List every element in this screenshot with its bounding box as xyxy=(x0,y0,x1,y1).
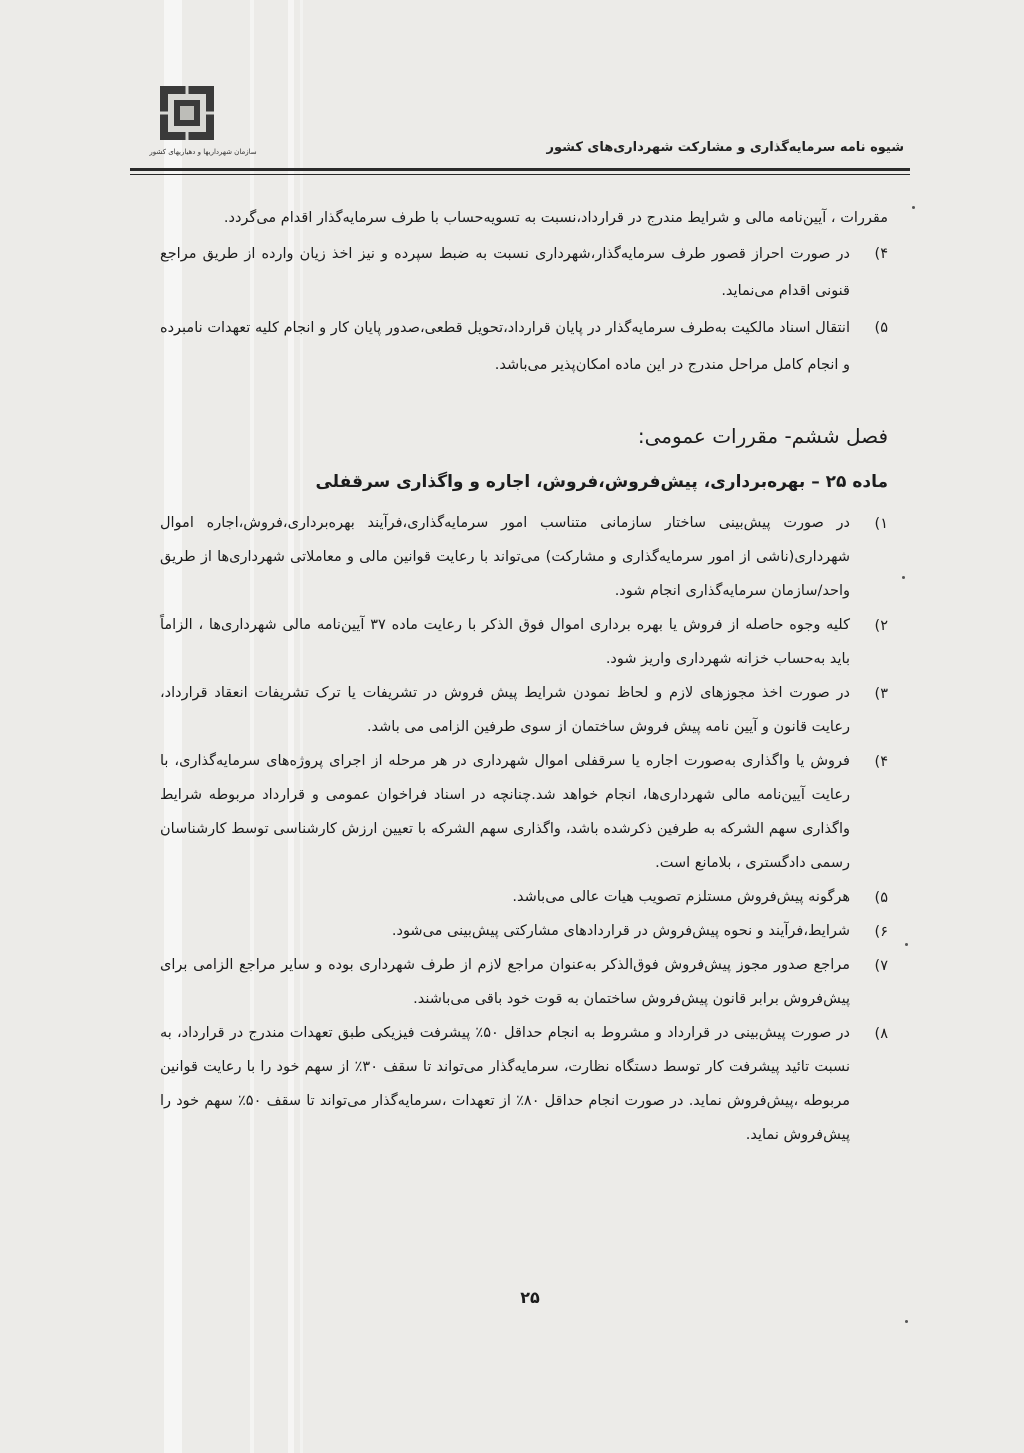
item-text: کلیه وجوه حاصله از فروش یا بهره برداری اموال فوق الذکر با رعایت ماده ۳۷ آیین‌نامه مالی شهرداری‌ها ، الزاماً باید به‌حساب خزانه شهرداری واریز شود. xyxy=(160,617,850,667)
item-number: ۳) xyxy=(874,686,888,702)
item-text: مراجع صدور مجوز پیش‌فروش فوق‌الذکر به‌عنوان مراجع لازم از طرف شهرداری بوده و سایر مراجع الزامی برای پیش‌فروش برابر قانون پیش‌فروش ساختمان به قوت خود باقی می‌باشند. xyxy=(160,957,850,1007)
header-rule-thin xyxy=(130,174,910,175)
scan-speck xyxy=(902,576,905,579)
article-item xyxy=(160,1016,888,1152)
item-text: در صورت پیش‌بینی در قرارداد و مشروط به انجام حداقل ۵۰٪ پیشرفت فیزیکی طبق تعهدات مندرج در قرارداد، به نسبت تائید پیشرفت کار توسط دستگاه نظارت، سرمایه‌گذار می‌تواند تا سقف ۳۰٪ از سهم خود را با رعایت قوانین مربوطه ،پیش‌فروش نماید. در صورت انجام حداقل ۸۰٪ از تعهدات ،سرمایه‌گذار می‌تواند تا سقف ۵۰٪ سهم خود را پیش‌فروش نماید. xyxy=(160,1025,850,1143)
item-number: ۶) xyxy=(874,924,888,940)
item-text: انتقال اسناد مالکیت به‌طرف سرمایه‌گذار در پایان قرارداد،تحویل قطعی،صدور پایان کار و انجام کلیه تعهدات نامبرده و انجام کامل مراحل مندرج در این ماده امکان‌پذیر می‌باشد. xyxy=(160,320,850,373)
item-number: ۴) xyxy=(874,754,888,770)
item-number: ۸) xyxy=(874,1026,888,1042)
header-title: شیوه نامه سرمایه‌گذاری و مشارکت شهرداری‌های کشور xyxy=(546,140,904,155)
chapter-heading: فصل ششم- مقررات عمومی: xyxy=(637,424,888,448)
intro-continuation: مقررات ، آیین‌نامه مالی و شرایط مندرج در قرارداد،نسبت به تسویه‌حساب با طرف سرمایه‌گذار اقدام می‌گردد. xyxy=(223,210,888,226)
article-item xyxy=(160,914,888,948)
article-item xyxy=(160,948,888,1016)
organization-seal-icon xyxy=(158,84,216,142)
item-number: ۱) xyxy=(874,516,888,532)
item-text: در صورت احراز قصور طرف سرمایه‌گذار،شهرداری نسبت به ضبط سپرده و نیز اخذ زیان وارده از طریق مراجع قنونی اقدام می‌نماید. xyxy=(160,246,850,299)
item-text: در صورت اخذ مجوزهای لازم و لحاظ نمودن شرایط پیش فروش در تشریفات یا ترک تشریفات انعقاد قرارداد، رعایت قانون و آیین نامه پیش فروش ساختمان از سوی طرفین الزامی می باشد. xyxy=(160,685,850,735)
scan-speck xyxy=(912,206,915,209)
article-item xyxy=(160,880,888,914)
item-number: ۵) xyxy=(874,320,888,336)
header-rule xyxy=(130,168,910,171)
scan-speck xyxy=(905,1320,908,1323)
item-number: ۵) xyxy=(874,890,888,906)
scan-speck xyxy=(905,943,908,946)
article-item xyxy=(160,676,888,744)
page-number: ۲۵ xyxy=(520,1288,540,1307)
item-number: ۷) xyxy=(874,958,888,974)
logo-caption: سازمان شهرداریها و دهیاریهای کشور xyxy=(149,148,257,156)
document-body xyxy=(160,200,888,1152)
item-number: ۲) xyxy=(874,618,888,634)
item-text: فروش یا واگذاری به‌صورت اجاره یا سرقفلی اموال شهرداری در هر مرحله از اجرای پروژه‌های سرمایه‌گذاری، با رعایت آیین‌نامه مالی شهرداری‌ها، انجام خواهد شد.چنانچه در اسناد فراخوان عمومی و قرارداد مربوطه شرایط واگذاری سهم الشرکه به طرفین ذکرشده باشد، واگذاری سهم الشرکه با تعیین ارزش کارشناسی توسط کارشناسان رسمی دادگستری ، بلامانع است. xyxy=(160,753,850,871)
article-items xyxy=(160,506,888,1152)
article-item xyxy=(160,608,888,676)
intro-item xyxy=(160,310,888,384)
article-heading: ماده ۲۵ – بهره‌برداری، پیش‌فروش،فروش، اجاره و واگذاری سرقفلی xyxy=(315,472,888,492)
item-text: شرایط،فرآیند و نحوه پیش‌فروش در قراردادهای مشارکتی پیش‌بینی می‌شود. xyxy=(391,923,850,939)
article-item xyxy=(160,744,888,880)
item-text: هرگونه پیش‌فروش مستلزم تصویب هیات عالی می‌باشد. xyxy=(512,889,850,905)
article-item xyxy=(160,506,888,608)
intro-item xyxy=(160,236,888,310)
item-text: در صورت پیش‌بینی ساختار سازمانی متناسب امور سرمایه‌گذاری،فرآیند بهره‌برداری،فروش،اجاره اموال شهرداری(ناشی از امور سرمایه‌گذاری و مشارکت) می‌تواند با رعایت قوانین مالی و معاملاتی شهرداری‌ها از طریق واحد/سازمان سرمایه‌گذاری انجام شود. xyxy=(160,515,850,599)
item-number: ۴) xyxy=(874,246,888,262)
